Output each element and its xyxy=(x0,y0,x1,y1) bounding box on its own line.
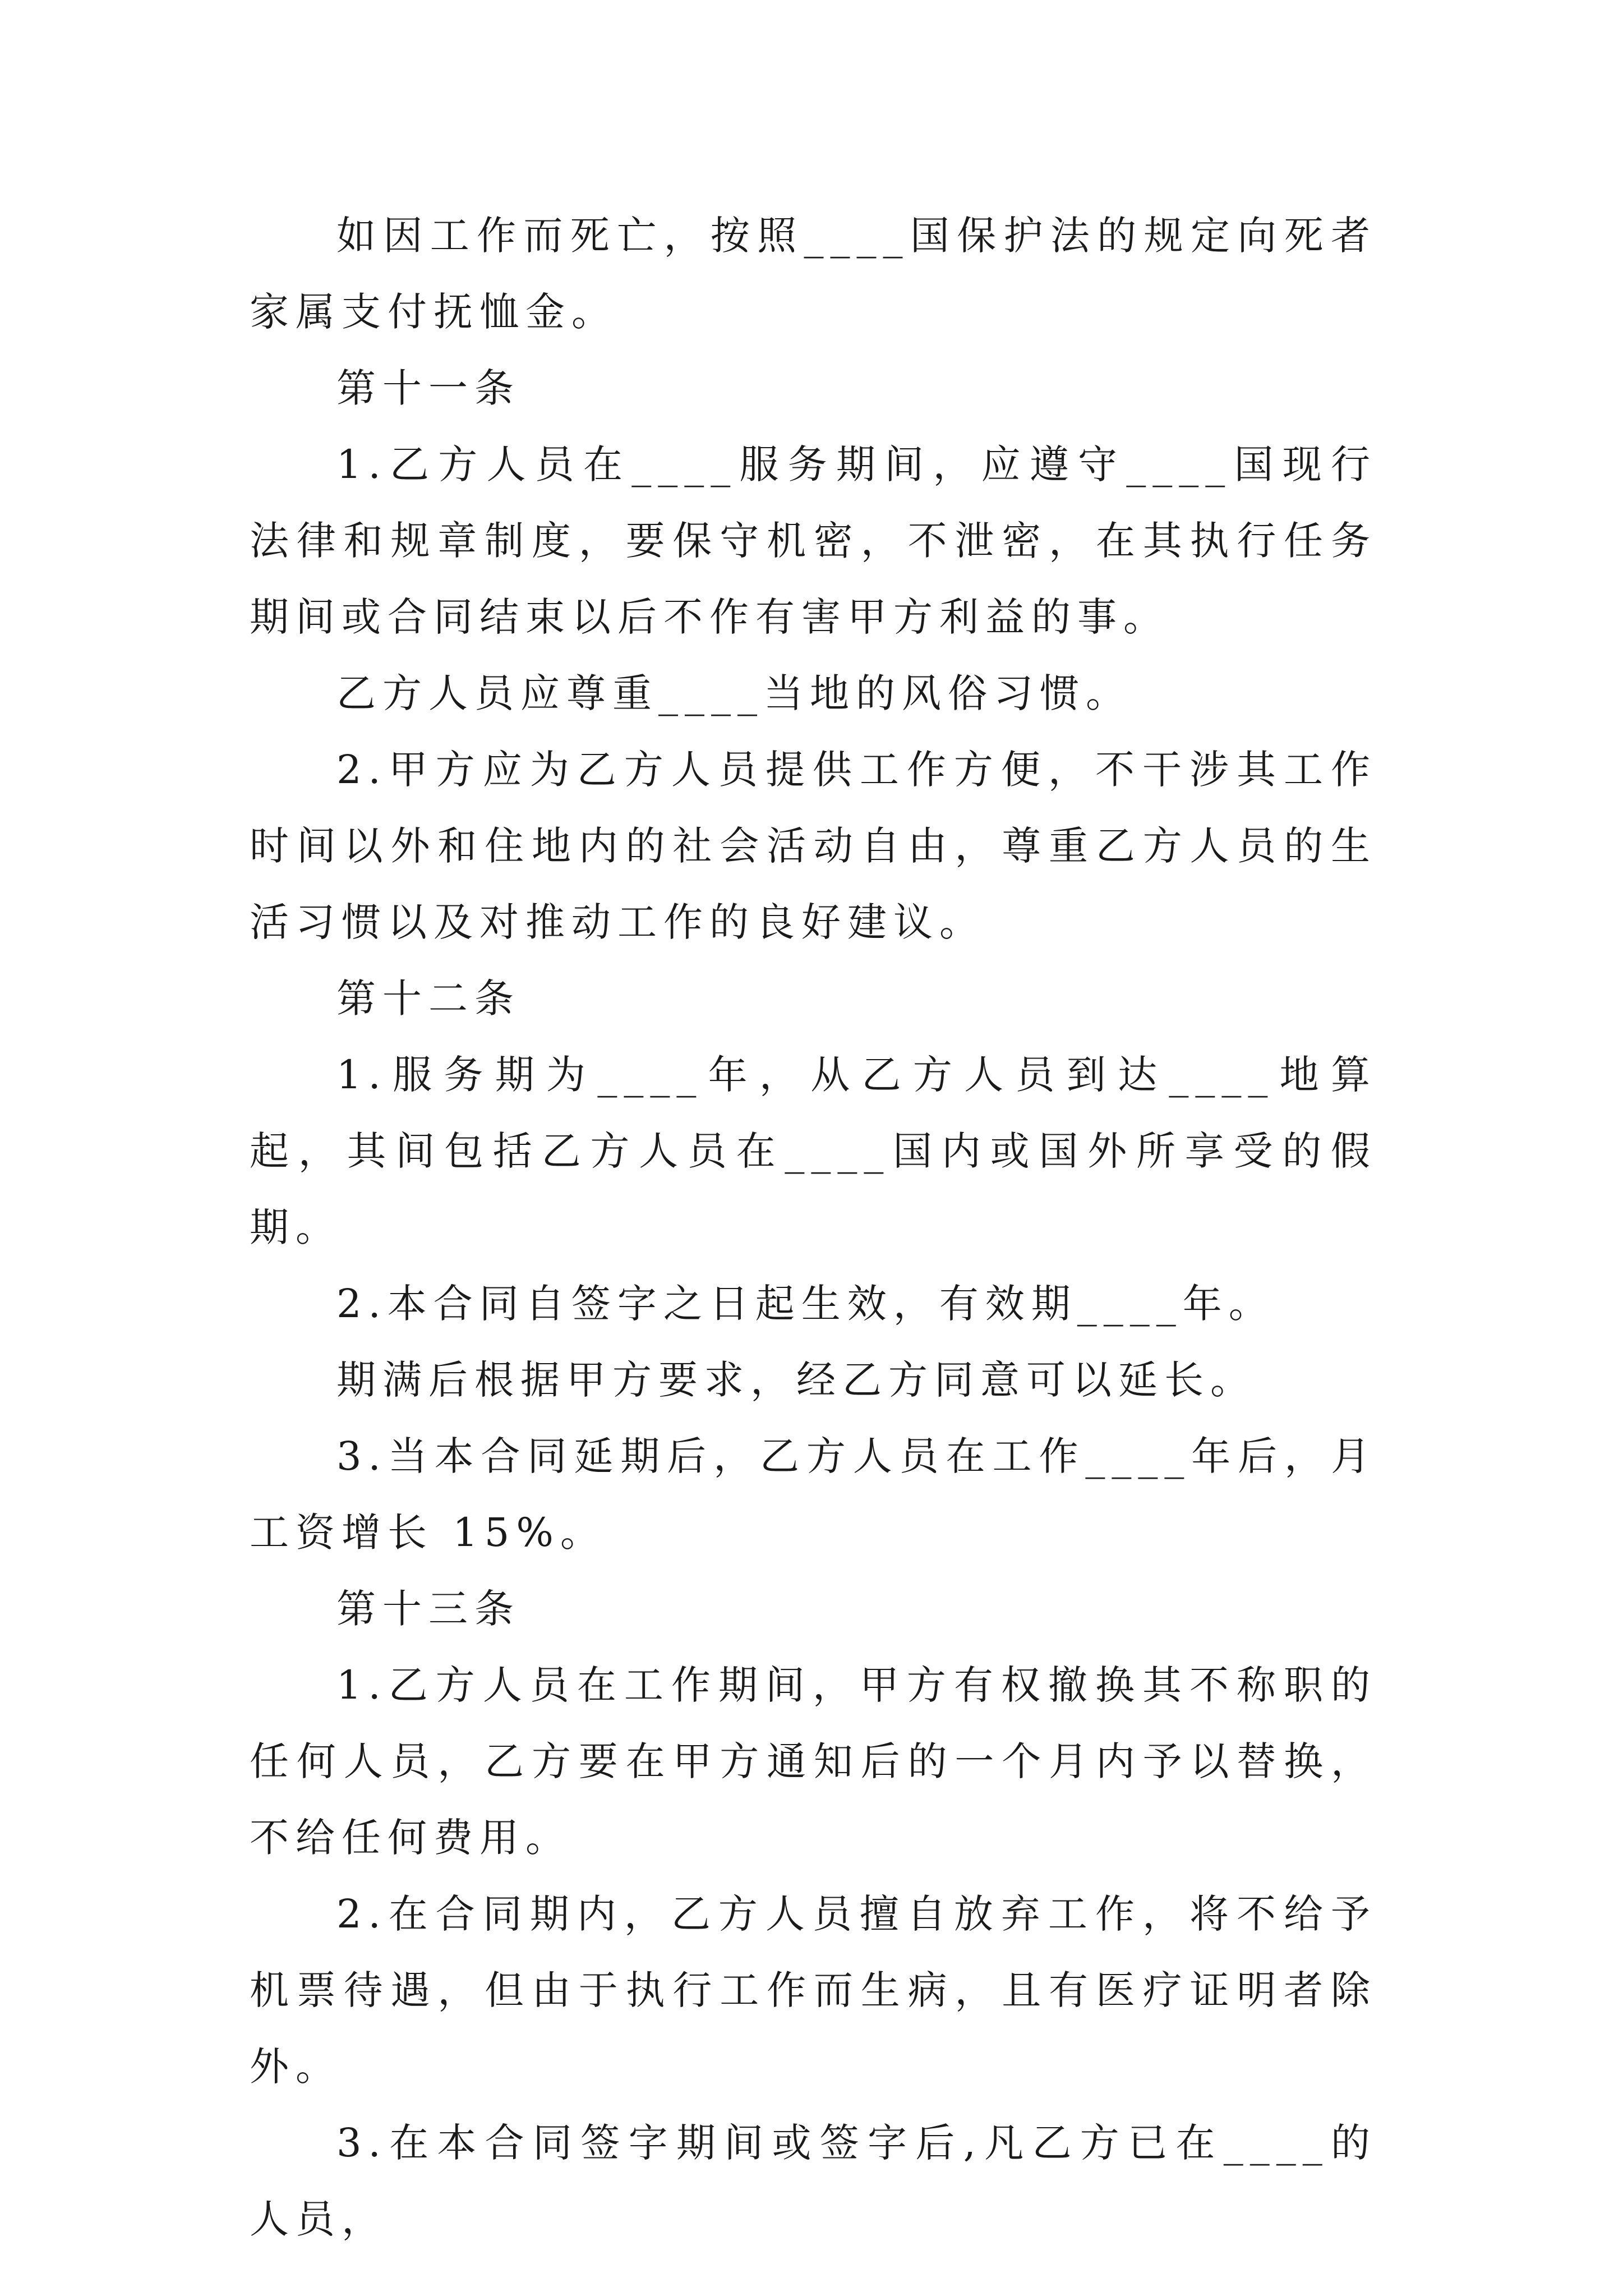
article-11-customs: 乙方人员应尊重____当地的风俗习惯。 xyxy=(336,670,1132,716)
article-12-extension: 期满后根据甲方要求，经乙方同意可以延长。 xyxy=(336,1357,1256,1403)
article-13-clause-1: 1.乙方人员在工作期间，甲方有权撤换其不称职的任何人员，乙方要在甲方通知后的一个月内予以替换，不给任何费用。 xyxy=(250,1662,1377,1861)
article-11-clause-1: 1.乙方人员在____服务期间，应遵守____国现行法律和规章制度，要保守机密，不泄密，在其执行任务期间或合同结束以后不作有害甲方利益的事。 xyxy=(250,441,1377,640)
paragraph-compensation: 如因工作而死亡，按照____国保护法的规定向死者家属支付抚恤金。 xyxy=(250,213,1377,335)
article-13-clause-3: 3.在本合同签字期间或签字后,凡乙方已在____的人员， xyxy=(250,2120,1377,2242)
article-12-clause-3: 3.当本合同延期后，乙方人员在工作____年后，月工资增长 15%。 xyxy=(250,1433,1377,1556)
article-12-clause-2: 2.本合同自签字之日起生效，有效期____年。 xyxy=(336,1281,1275,1327)
article-11-heading: 第十一条 xyxy=(336,365,520,411)
article-12-clause-1: 1.服务期为____年，从乙方人员到达____地算起，其间包括乙方人员在____国内或国外所享受的假期。 xyxy=(250,1052,1377,1250)
article-13-heading: 第十三条 xyxy=(336,1586,520,1632)
article-11-clause-2: 2.甲方应为乙方人员提供工作方便，不干涉其工作时间以外和住地内的社会活动自由，尊重乙方人员的生活习惯以及对推动工作的良好建议。 xyxy=(250,747,1377,945)
article-13-clause-2: 2.在合同期内，乙方人员擅自放弃工作，将不给予机票待遇，但由于执行工作而生病，且有医疗证明者除外。 xyxy=(250,1891,1377,2090)
article-12-heading: 第十二条 xyxy=(336,976,520,1022)
document-body xyxy=(250,197,1377,2257)
